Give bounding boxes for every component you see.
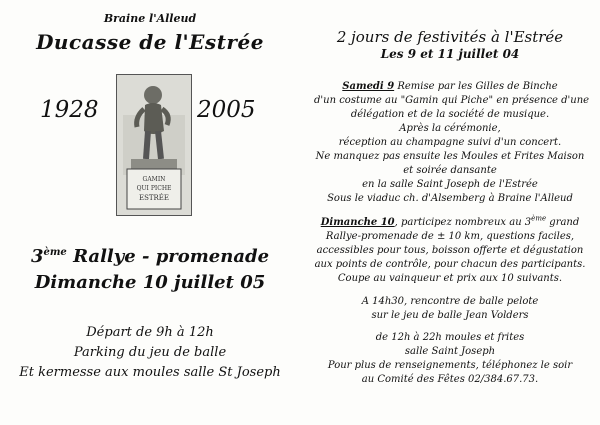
sunday-first-line: Dimanche 10, participez nombreux au 3ème grand — [320, 214, 580, 228]
plaque-line-3: ESTRÉE — [138, 194, 170, 202]
saturday-line: Sous le viaduc ch. d'Alsemberg à Braine l'Alleud — [327, 193, 573, 204]
afternoon-line: sur le jeu de balle Jean Volders — [371, 310, 529, 321]
afternoon-line: A 14h30, rencontre de balle pelote — [361, 296, 539, 307]
sunday-line: Coupe au vainqueur et prix aux 10 suivants. — [337, 273, 563, 284]
statue-photo — [116, 74, 192, 216]
saturday-program — [314, 80, 590, 206]
saturday-line: délégation et de la société de musique. — [350, 109, 550, 120]
info-start-time: Départ de 9h à 12h — [86, 325, 214, 340]
afternoon-line: de 12h à 22h moules et frites — [375, 332, 525, 343]
contact-phone: au Comité des Fêtes 02/384.67.73. — [361, 374, 539, 385]
info-parking: Parking du jeu de balle — [73, 345, 227, 360]
rallye-ordinal-sup: ème — [43, 247, 67, 258]
info-kermesse: Et kermesse aux moules salle St Joseph — [19, 365, 281, 380]
afternoon-line: Pour plus de renseignements, téléphonez le soir — [327, 360, 573, 371]
rallye-ordinal: 3 — [30, 246, 44, 267]
right-panel — [300, 0, 600, 425]
sunday-line: accessibles pour tous, boisson offerte et dégustation — [316, 245, 584, 256]
saturday-line: réception au champagne suivi d'un concert. — [338, 137, 562, 148]
saturday-first-line: Samedi 9 Remise par les Gilles de Binche — [342, 81, 558, 92]
rallye-heading — [0, 246, 300, 267]
afternoon-line: salle Saint Joseph — [404, 346, 496, 357]
sunday-program — [314, 216, 586, 286]
town-name: Braine l'Alleud — [103, 12, 197, 25]
saturday-line: Ne manquez pas ensuite les Moules et Frites Maison — [315, 151, 585, 162]
festivities-dates: Les 9 et 11 juillet 04 — [380, 47, 520, 61]
saturday-label: Samedi 9 — [342, 81, 395, 92]
saturday-line: et soirée dansante — [403, 165, 497, 176]
year-start: 1928 — [40, 97, 99, 123]
plaque-line-2: QUI PICHE — [136, 185, 172, 192]
festivities-title: 2 jours de festivités à l'Estrée — [336, 28, 564, 46]
saturday-line: Après la cérémonie, — [399, 123, 501, 134]
saturday-line: en la salle Saint Joseph de l'Estrée — [362, 179, 538, 190]
sunday-line: Rallye-promenade de ± 10 km, questions faciles, — [325, 231, 575, 242]
afternoon-spacer — [314, 323, 586, 331]
afternoon-program — [314, 295, 586, 387]
sunday-line: aux points de contrôle, pour chacun des participants. — [314, 259, 586, 270]
saturday-line: d'un costume au "Gamin qui Piche" en présence d'une — [314, 95, 590, 106]
plaque-line-1: GAMIN — [142, 176, 166, 183]
gamin-statue-illustration — [117, 75, 191, 215]
rallye-date: Dimanche 10 juillet 05 — [34, 272, 266, 293]
event-title: Ducasse de l'Estrée — [36, 30, 264, 54]
rallye-name: Rallye - promenade — [73, 246, 270, 267]
sunday-label: Dimanche 10 — [320, 217, 395, 228]
year-end: 2005 — [197, 97, 256, 123]
